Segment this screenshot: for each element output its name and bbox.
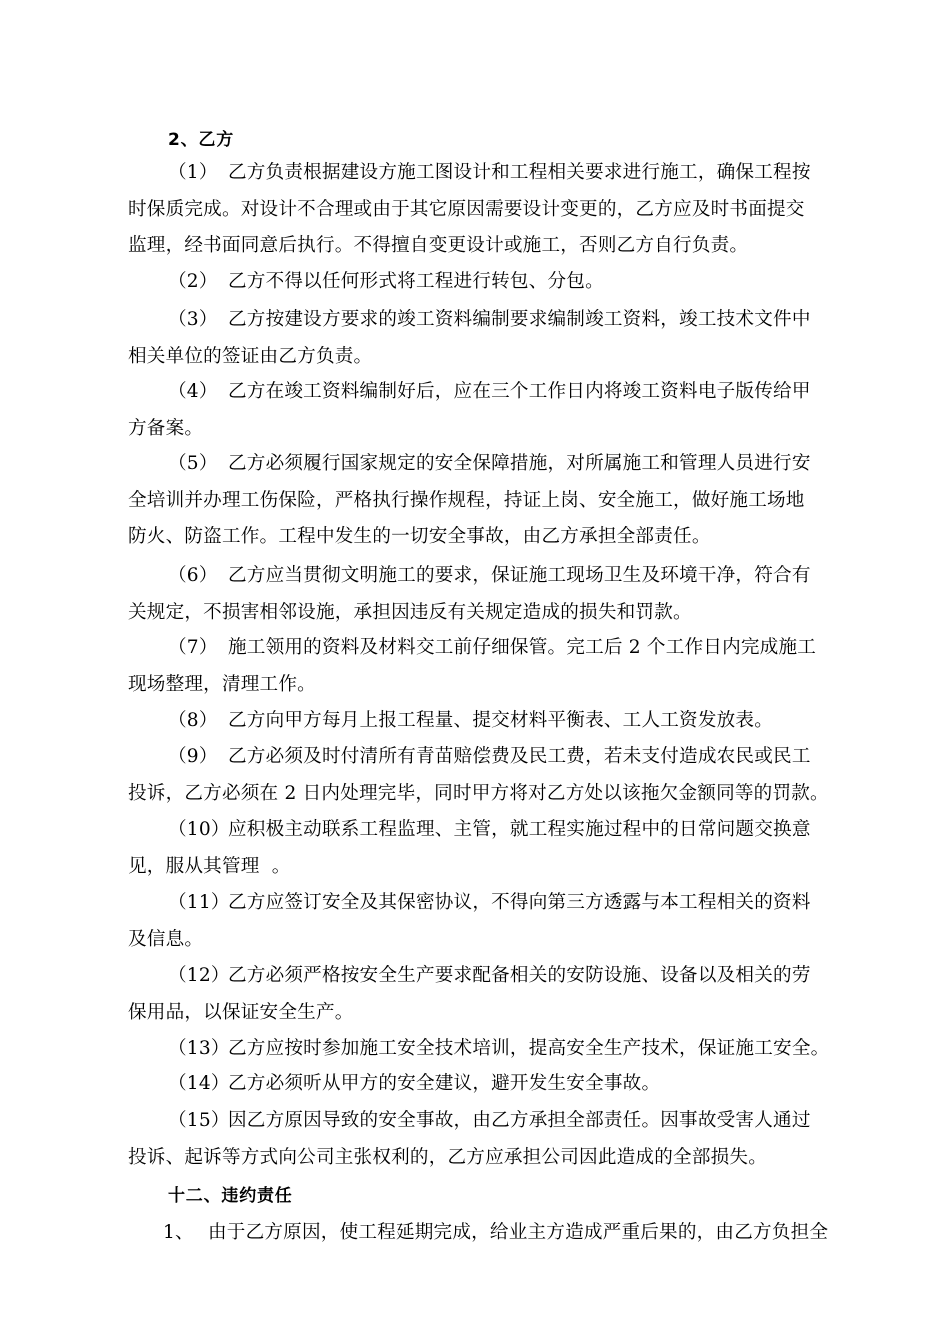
clause-number: （1） [168, 162, 218, 183]
clause-number: （7） [168, 637, 218, 658]
clause-text-line: 时保质完成。对设计不合理或由于其它原因需要设计变更的，乙方应及时书面提交 [128, 199, 805, 220]
clause-text-line: 乙方必须及时付清所有青苗赔偿费及民工费，若未支付造成农民或民工 [228, 746, 811, 767]
clause-number: （6） [168, 565, 218, 586]
clause-number: （2） [168, 271, 218, 292]
clause-text-line: 投诉，乙方必须在 2 日内处理完毕，同时甲方将对乙方处以该拖欠金额同等的罚款。 [128, 783, 829, 804]
clause-text-line: 乙方在竣工资料编制好后，应在三个工作日内将竣工资料电子版传给甲 [228, 381, 811, 402]
clause-text-line: 保用品，以保证安全生产。 [128, 1002, 354, 1023]
clause-text-line: 监理，经书面同意后执行。不得擅自变更设计或施工，否则乙方自行负责。 [128, 235, 749, 256]
clause-number: （14） [168, 1073, 230, 1094]
clause-number: （11） [168, 892, 230, 913]
clause-text-line: 乙方应当贯彻文明施工的要求，保证施工现场卫生及环境干净，符合有 [228, 565, 811, 586]
clause-text-line: 乙方向甲方每月上报工程量、提交材料平衡表、工人工资发放表。 [228, 710, 774, 731]
clause-text-line: 乙方应签订安全及其保密协议，不得向第三方透露与本工程相关的资料 [228, 892, 811, 913]
clause-number: （8） [168, 710, 218, 731]
clause-number: （4） [168, 381, 218, 402]
clause-text-line: 见，服从其管理 。 [128, 856, 291, 877]
clause-text-line: 乙方按建设方要求的竣工资料编制要求编制竣工资料，竣工技术文件中 [228, 309, 811, 330]
clause-text-line: 相关单位的签证由乙方负责。 [128, 346, 373, 367]
clause-text-line: 现场整理，清理工作。 [128, 674, 316, 695]
breach-clause-1-number: 1、 [163, 1222, 194, 1243]
clause-text-line: 乙方应按时参加施工安全技术培训，提高安全生产技术，保证施工安全。 [228, 1038, 830, 1059]
clause-text-line: 应积极主动联系工程监理、主管，就工程实施过程中的日常问题交换意 [228, 819, 811, 840]
clause-text-line: 全培训并办理工伤保险，严格执行操作规程，持证上岗、安全施工，做好施工场地 [128, 490, 805, 511]
clause-number: （15） [168, 1110, 230, 1131]
clause-text-line: 防火、防盗工作。工程中发生的一切安全事故，由乙方承担全部责任。 [128, 526, 711, 547]
breach-clause-1-text: 由于乙方原因，使工程延期完成，给业主方造成严重后果的，由乙方负担全 [208, 1222, 829, 1243]
clause-text-line: 乙方必须听从甲方的安全建议，避开发生安全事故。 [228, 1073, 661, 1094]
clause-number: （9） [168, 746, 218, 767]
clause-text-line: 及信息。 [128, 929, 204, 950]
clause-text-line: 乙方必须履行国家规定的安全保障措施，对所属施工和管理人员进行安 [228, 453, 811, 474]
clause-text-line: 乙方负责根据建设方施工图设计和工程相关要求进行施工，确保工程按 [228, 162, 811, 183]
clause-number: （5） [168, 453, 218, 474]
clause-number: （12） [168, 965, 230, 986]
clause-text-line: 关规定，不损害相邻设施，承担因违反有关规定造成的损失和罚款。 [128, 602, 692, 623]
clause-text-line: 方备案。 [128, 418, 204, 439]
clause-text-line: 施工领用的资料及材料交工前仔细保管。完工后 2 个工作日内完成施工 [228, 637, 817, 658]
clause-number: （13） [168, 1038, 230, 1059]
clause-text-line: 乙方必须严格按安全生产要求配备相关的安防设施、设备以及相关的劳 [228, 965, 811, 986]
clause-text-line: 因乙方原因导致的安全事故，由乙方承担全部责任。因事故受害人通过 [228, 1110, 811, 1131]
clause-text-line: 乙方不得以任何形式将工程进行转包、分包。 [228, 271, 604, 292]
clause-number: （3） [168, 309, 218, 330]
section-heading-breach-liability: 十二、违约责任 [168, 1186, 293, 1206]
section-heading-party-b: 2、乙方 [168, 130, 235, 150]
clause-number: （10） [168, 819, 230, 840]
clause-text-line: 投诉、起诉等方式向公司主张权利的，乙方应承担公司因此造成的全部损失。 [128, 1147, 767, 1168]
